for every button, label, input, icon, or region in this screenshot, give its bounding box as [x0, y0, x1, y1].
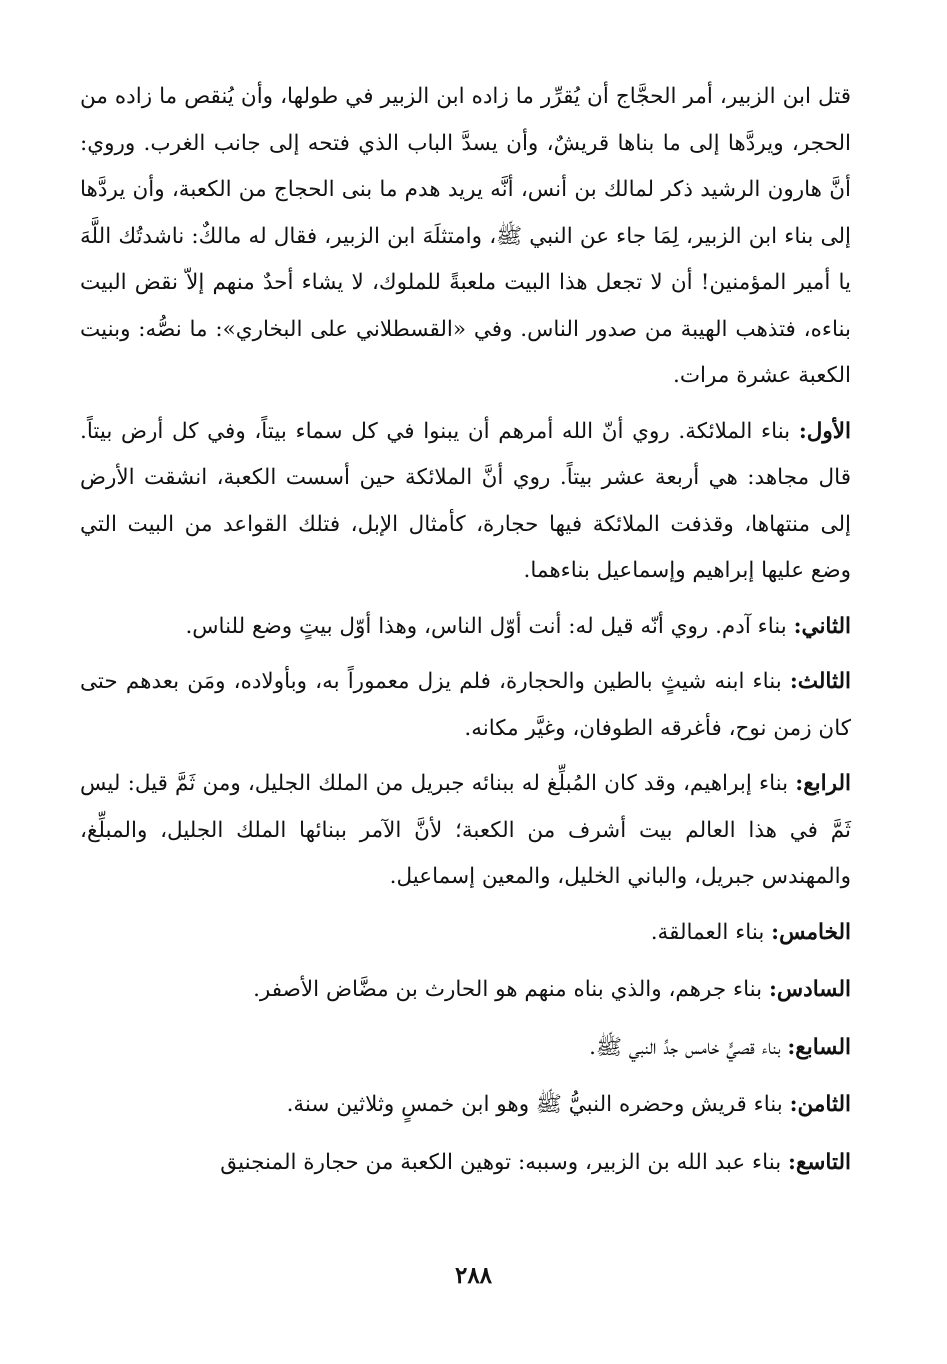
item-fourth: [80, 761, 851, 901]
item-first: [80, 409, 851, 595]
page-body: [80, 74, 851, 1364]
item-third: [80, 659, 851, 752]
item-term: الثاني:: [793, 613, 851, 639]
item-text: بناء آدم. روي أنّه قيل له: أنت أوّل الناس، وهذا أوّل بيتٍ وضع للناس.: [185, 613, 794, 639]
item-seventh: [80, 1025, 851, 1072]
item-second: [80, 604, 851, 651]
item-text: بناء ابنه شيثٍ بالطين والحجارة، فلم يزل معموراً به، وبأولاده، ومَن بعدهم حتى كان زمن نوح، فأغرقه الطوفان، وغيَّر مكانه.: [80, 669, 851, 741]
item-term: الرابع:: [795, 771, 851, 796]
item-text: بناء الملائكة. روي أنّ الله أمرهم أن يبنوا في كل سماء بيتاً، وفي كل أرض بيتاً. قال مجاهد: هي أربعة عشر بيتاً. روي أنَّ الملائكة حين أسست الكعبة، انشقت الأرض إلى منتهاها، وقذفت الملائكة فيها حجارة، كأمثال الإبل، فتلك القواعد من البيت التي وضع عليها إبراهيم وإسماعيل بناءهما.: [80, 418, 851, 583]
item-sixth: [80, 967, 851, 1014]
intro-paragraph: قتل ابن الزبير، أمر الحجَّاج أن يُقرِّر ما زاده ابن الزبير في طولها، وأن يُنقص ما زاده من الحجر، ويردَّها إلى ما بناها قريشٌ، وأن يسدَّ الباب الذي فتحه إلى جانب الغرب. وروي: أنَّ هارون الرشيد ذكر لمالك بن أنس، أنَّه يريد هدم ما بنى الحجاج من الكعبة، وأن يردَّها إلى بناء ابن الزبير، لِمَا جاء عن النبي ﷺ، وامتثلَهَ ابن الزبير، فقال له مالكٌ: ناشدتُك اللَّهَ يا أمير المؤمنين! أن لا تجعل هذا البيت ملعبةً للملوك، لا يشاء أحدٌ منهم إلاّ نقض البيت بناءه، فتذهب الهيبة من صدور الناس. وفي «القسطلاني على البخاري»: ما نصُّه: وبنيت الكعبة عشرة مرات.: [80, 84, 851, 388]
item-ninth: [80, 1140, 851, 1187]
item-term: الأول:: [798, 418, 851, 444]
item-text: بناء عبد الله بن الزبير، وسببه: توهين الكعبة من حجارة المنجنيق: [220, 1149, 789, 1175]
item-term: الثامن:: [789, 1092, 851, 1117]
item-text: بناء قصيٍّ خامس جدِّ النبي ﷺ.: [589, 1034, 788, 1060]
item-text: بناء جرهم، والذي بناه منهم هو الحارث بن مضَّاض الأصفر.: [253, 977, 769, 1002]
item-eighth: [80, 1082, 851, 1129]
item-text: بناء قريش وحضره النبيُّ ﷺ وهو ابن خمسٍ وثلاثين سنة.: [286, 1092, 790, 1117]
item-term: التاسع:: [788, 1149, 851, 1175]
item-term: السادس:: [768, 977, 851, 1002]
item-fifth: [80, 910, 851, 957]
page-number: ٢٨٨: [454, 1262, 493, 1289]
item-term: السابع:: [787, 1034, 851, 1060]
item-text: بناء إبراهيم، وقد كان المُبلِّغ له ببنائه جبريل من الملك الجليل، ومن ثَمَّ قيل: ليس ثَمَّ في هذا العالم بيت أشرف من الكعبة؛ لأنَّ الآمر ببنائها الملك الجليل، والمبلِّغ، والمهندس جبريل، والباني الخليل، والمعين إسماعيل.: [80, 771, 851, 889]
item-term: الخامس:: [771, 919, 851, 945]
item-text: بناء العمالقة.: [650, 919, 772, 945]
item-term: الثالث:: [789, 669, 851, 694]
